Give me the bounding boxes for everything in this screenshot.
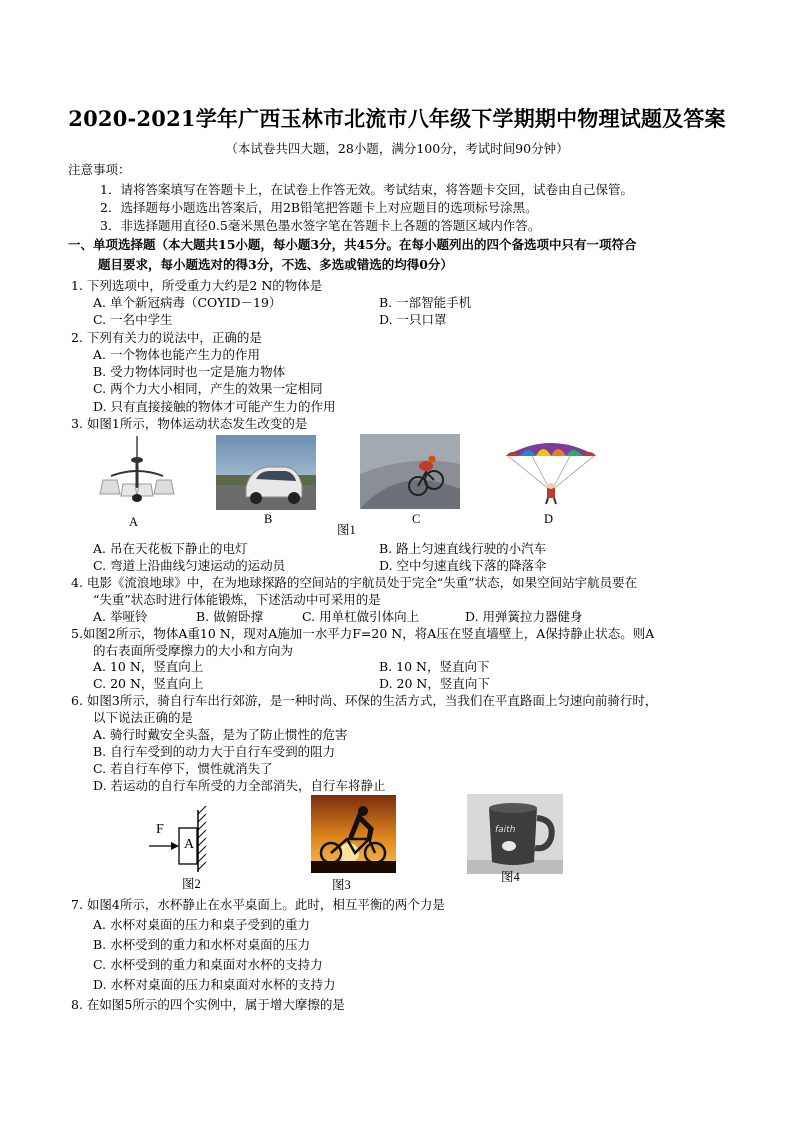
question-stem: 4. 电影《流浪地球》中，在为地球探路的空间站的宇航员处于完全“失重”状态，如果空间站宇航员要在 (71, 575, 638, 590)
option-c: C. 用单杠做引体向上 (302, 609, 420, 624)
notice-item: 1．请将答案填写在答题卡上，在试卷上作答无效。考试结束，将答题卡交回，试卷由自己保管。 (100, 182, 633, 197)
option-c: C. 若自行车停下，惯性就消失了 (93, 761, 273, 776)
question-stem: 5.如图2所示，物体A重10 N，现对A施加一水平力F=20 N，将A压在竖直墙壁上，A保持静止状态。则A (71, 626, 655, 641)
figure-letter: A (129, 515, 139, 529)
parachute-image (502, 434, 600, 510)
option-d: D. 水杯对桌面的压力和桌面对水杯的支持力 (93, 977, 336, 992)
page-title: 2020-2021学年广西玉林市北流市八年级下学期期中物理试题及答案 (68, 106, 726, 131)
question-stem: 2. 下列有关力的说法中，正确的是 (71, 330, 262, 345)
option-a: A. 水杯对桌面的压力和桌子受到的重力 (93, 917, 310, 932)
option-d: D. 20 N，竖直向下 (379, 676, 490, 691)
force-label: F (156, 822, 164, 837)
cyclist-track-image (360, 434, 460, 509)
option-a: A. 10 N，竖直向上 (93, 659, 204, 674)
option-d: D. 只有直接接触的物体才可能产生力的作用 (93, 399, 336, 414)
question-stem: 6. 如图3所示，骑自行车出行郊游，是一种时尚、环保的生活方式，当我们在平直路面上匀速向前骑行时， (71, 693, 658, 708)
option-b: B. 水杯受到的重力和水杯对桌面的压力 (93, 937, 311, 952)
option-b: B. 一部智能手机 (379, 295, 472, 310)
option-a: A. 单个新冠病毒（COYID－19） (93, 295, 282, 310)
question-stem-cont: 的右表面所受摩擦力的大小和方向为 (93, 643, 294, 658)
car-image (216, 435, 316, 510)
option-c: C. 水杯受到的重力和桌面对水杯的支持力 (93, 957, 323, 972)
block-label: A (184, 837, 195, 852)
page-subtitle: （本试卷共四大题，28小题，满分100分，考试时间90分钟） (225, 141, 569, 156)
option-d: D. 若运动的自行车所受的力全部消失，自行车将静止 (93, 778, 386, 793)
section-heading: 一、单项选择题（本大题共15小题，每小题3分，共45分。在每小题列出的四个备选项中只有一项符合 (68, 237, 637, 252)
option-d: D. 一只口罩 (379, 312, 447, 327)
question-stem-cont: 以下说法正确的是 (93, 710, 194, 725)
option-a: A. 吊在天花板下静止的电灯 (93, 541, 248, 556)
option-c: C. 弯道上沿曲线匀速运动的运动员 (93, 558, 286, 573)
notice-heading: 注意事项： (68, 162, 131, 177)
cup-image (467, 794, 563, 874)
chandelier-image (97, 436, 177, 510)
figure-caption: 图3 (332, 878, 351, 892)
figure-letter: B (264, 512, 273, 526)
figure-caption: 图4 (501, 870, 520, 884)
option-b: B. 10 N，竖直向下 (379, 659, 490, 674)
option-c: C. 20 N，竖直向上 (93, 676, 204, 691)
option-c: C. 一名中学生 (93, 312, 173, 327)
option-b: B. 路上匀速直线行驶的小汽车 (379, 541, 547, 556)
cyclist-sunset-image (311, 795, 396, 873)
option-b: B. 自行车受到的动力大于自行车受到的阻力 (93, 744, 336, 759)
question-stem: 1. 下列选项中，所受重力大约是2 N的物体是 (71, 278, 323, 293)
notice-item: 2．选择题每小题选出答案后，用2B铅笔把答题卡上对应题目的选项标号涂黑。 (100, 200, 538, 215)
option-d: D. 用弹簧拉力器健身 (465, 609, 583, 624)
option-b: B. 受力物体同时也一定是施力物体 (93, 364, 286, 379)
question-stem: 7. 如图4所示，水杯静止在水平桌面上。此时，相互平衡的两个力是 (71, 897, 445, 912)
figure-letter: C (412, 512, 421, 526)
figure-caption: 图1 (337, 523, 356, 537)
option-d: D. 空中匀速直线下落的降落伞 (379, 558, 547, 573)
figure-caption: 图2 (182, 877, 201, 891)
cup-text: faith (495, 825, 516, 835)
figure-letter: D (544, 512, 554, 526)
option-a: A. 举哑铃 (93, 609, 148, 624)
option-a: A. 骑行时戴安全头盔，是为了防止惯性的危害 (93, 727, 348, 742)
question-stem: 8. 在如图5所示的四个实例中，属于增大摩擦的是 (71, 997, 345, 1012)
option-b: B. 做俯卧撑 (196, 609, 264, 624)
question-stem: 3. 如图1所示，物体运动状态发生改变的是 (71, 416, 308, 431)
section-heading-cont: 题目要求，每小题选对的得3分，不选、多选或错选的均得0分） (98, 257, 453, 272)
option-a: A. 一个物体也能产生力的作用 (93, 347, 260, 362)
question-stem-cont: “失重”状态时进行体能锻炼，下述活动中可采用的是 (93, 592, 381, 607)
notice-item: 3．非选择题用直径0.5毫米黑色墨水签字笔在答题卡上各题的答题区域内作答。 (100, 218, 541, 233)
option-c: C. 两个力大小相同，产生的效果一定相同 (93, 381, 323, 396)
